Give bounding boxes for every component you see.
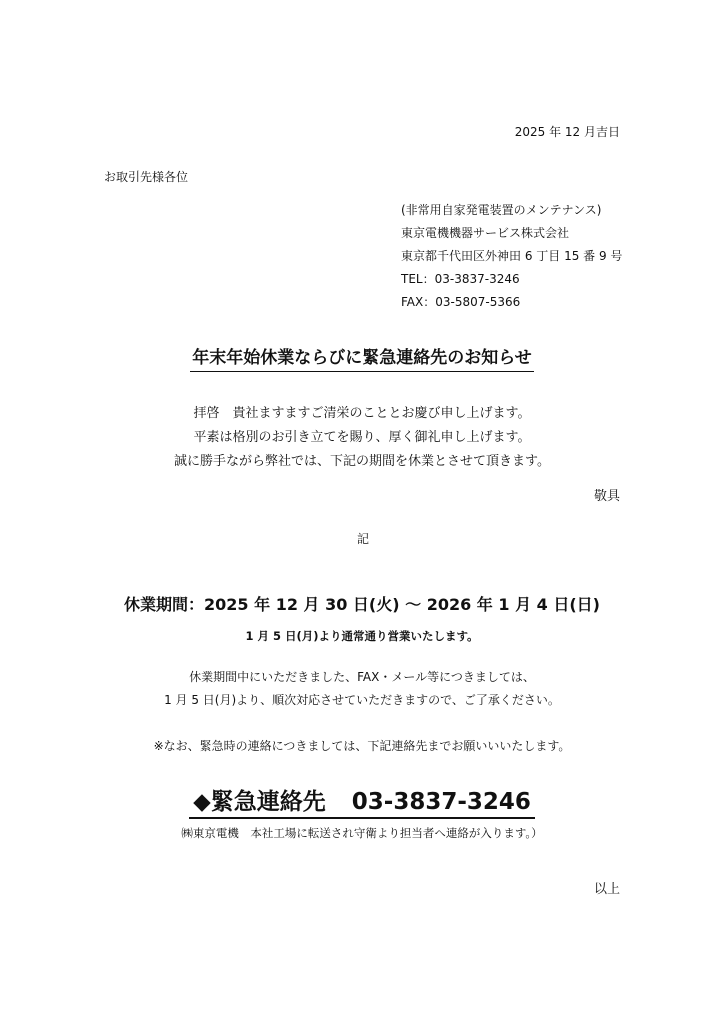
emergency-note: ※なお、緊急時の連絡につきましては、下記連絡先までお願いいいたします。 [153,739,571,753]
sender-block [401,199,622,314]
transfer-note: ㈱東京電機 本社工場に転送され守衛より担当者へ連絡が入ります。） [181,826,543,840]
resume-notice: 1 月 5 日(月)より通常通り営業いたします。 [245,629,479,643]
document-title: 年末年始休業ならびに緊急連絡先のお知らせ [190,343,534,372]
emergency-label: 緊急連絡先 [210,789,326,815]
emergency-phone: 03-3837-3246 [351,789,531,815]
holiday-period: 休業期間：2025 年 12 月 30 日(火) ～ 2026 年 1 月 4 日(日) [124,595,600,614]
greeting-line: 誠に勝手ながら弊社では、下記の期間を休業とさせて頂きます。 [174,454,550,469]
greeting-line: 平素は格別のお引き立てを賜り、厚く御礼申し上げます。 [193,430,531,445]
notice-line: 1 月 5 日(月)より、順次対応させていただきますので、ご了承ください。 [164,693,560,707]
sender-company: 東京電機機器サービス株式会社 [401,226,570,240]
sender-fax: FAX：03-5807-5366 [401,295,521,309]
emergency-contact [189,783,535,819]
closing-word: 敬具 [593,489,620,504]
inquiry-notice [0,666,724,712]
document-date: 2025 年 12 月吉日 [514,125,620,139]
addressee: お取引先様各位 [104,170,189,184]
end-word: 以上 [593,882,620,897]
sender-address: 東京都千代田区外神田 6 丁目 15 番 9 号 [401,249,623,263]
sender-business: (非常用自家発電装置のメンテナンス) [401,203,602,217]
greeting-line: 拝啓 貴社ますますご清栄のこととお慶び申し上げます。 [193,406,531,421]
greeting-block [0,402,724,474]
emergency-contact-row [0,783,724,819]
ki-heading: 記 [357,532,370,546]
diamond-icon: ◆ [193,789,211,815]
document-title-row [0,343,724,372]
notice-line: 休業期間中にいただきました、FAX・メール等につきましては、 [189,670,535,684]
sender-tel: TEL：03-3837-3246 [401,272,520,286]
